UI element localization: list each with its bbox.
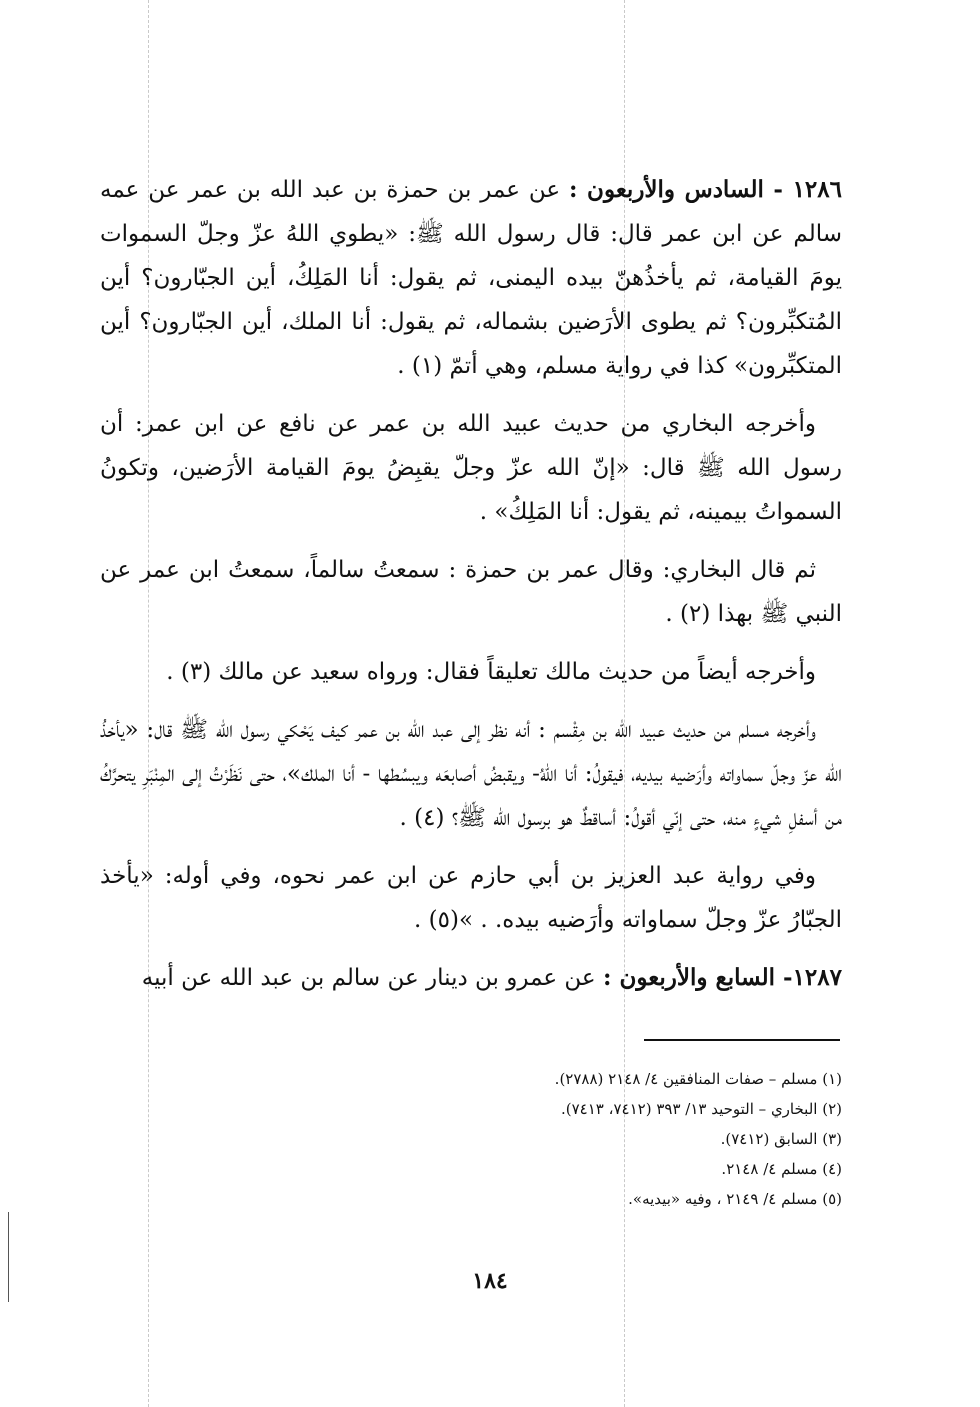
paragraph <box>100 402 842 534</box>
paragraph-entry-1286 <box>100 168 842 388</box>
paragraph-text: عن عمرو بن دينار عن سالم بن عبد الله عن أبيه <box>141 965 603 991</box>
scan-edge-mark <box>8 1212 9 1302</box>
paragraph <box>100 708 842 840</box>
paragraph-text: وأخرجه أيضاً من حديث مالك تعليقاً فقال: ورواه سعيد عن مالك (٣) . <box>166 659 816 685</box>
paragraph <box>100 650 842 694</box>
footnote-5: (٥) مسلم ٤/ ٢١٤٩ ، وفيه «بيديه». <box>628 1190 842 1208</box>
paragraph-text: وأخرجه مسلم من حديث عبيد الله بن مِقْسم : أنه نظر إلى عبد الله بن عمر كيف يَحْكي رسول الله ﷺ قال: «يأخذُ الله عزّ وجلّ سماواته وأرَضيه بيديه، فيقولُ: أنا اللهُ- ويقبضُ أصابعَه ويبسُطها - أنا الملك»، حتى نَظَرْتُ إلى المِنْبَرِ يتحرَّكُ من أسفلِ شيءٍ منه، حتى إنّي أقولُ: أساقطٌ هو برسول الله ﷺ؟ (٤) . <box>100 717 842 831</box>
paragraph-text: وفي رواية عبد العزيز بن أبي حازم عن ابن عمر نحوه، وفي أوله: «يأخذ الجبّارُ عزّ وجلّ سماواته وأرَضيه بيده. . »(٥) . <box>100 863 842 933</box>
page-number: ١٨٤ <box>472 1268 508 1294</box>
paragraph-text: عن عمر بن حمزة بن عبد الله بن عمر عن عمه سالم عن ابن عمر قال: قال رسول الله ﷺ: «يطوي اللهُ عزّ وجلّ السموات يومَ القيامة، ثم يأخذُهنّ بيده اليمنى، ثم يقول: أنا المَلِكُ، أين الجبّارون؟ أين المُتكبِّرون؟ ثم يطوى الأرَضين بشماله، ثم يقول: أنا الملك، أين الجبّارون؟ أين المتكبِّرون» كذا في رواية مسلم، وهي أتمّ (١) . <box>100 177 842 379</box>
footnote-1: (١) مسلم – صفات المنافقين ٤/ ٢١٤٨ (٢٧٨٨). <box>554 1070 842 1088</box>
footnote-4: (٤) مسلم ٤/ ٢١٤٨. <box>721 1160 842 1178</box>
paragraph <box>100 854 842 942</box>
main-text <box>100 168 842 1014</box>
paragraph <box>100 548 842 636</box>
entry-heading: ١٢٨٧- السابع والأربعون : <box>602 964 842 991</box>
paragraph-text: وأخرجه البخاري من حديث عبيد الله بن عمر عن نافع عن ابن عمر: أن رسول الله ﷺ قال: «إنّ الله عزّ وجلّ يقبِضُ يومَ القيامة الأرَضين، وتكونُ السمواتُ بيمينه، ثم يقول: أنا المَلِكُ» . <box>100 411 842 525</box>
footnote-separator <box>644 1039 840 1041</box>
paragraph-text: ثم قال البخاري: وقال عمر بن حمزة : سمعتُ سالماً، سمعتُ ابن عمر عن النبي ﷺ بهذا (٢) . <box>100 557 842 627</box>
entry-heading: ١٢٨٦ - السادس والأربعون : <box>568 176 842 203</box>
footnotes <box>300 1064 842 1214</box>
paragraph-entry-1287 <box>100 956 842 1000</box>
footnote-3: (٣) السابق (٧٤١٢). <box>720 1130 842 1148</box>
footnote-2: (٢) البخاري – التوحيد ١٣/ ٣٩٣ (٧٤١٢، ٧٤١٣). <box>561 1100 842 1118</box>
